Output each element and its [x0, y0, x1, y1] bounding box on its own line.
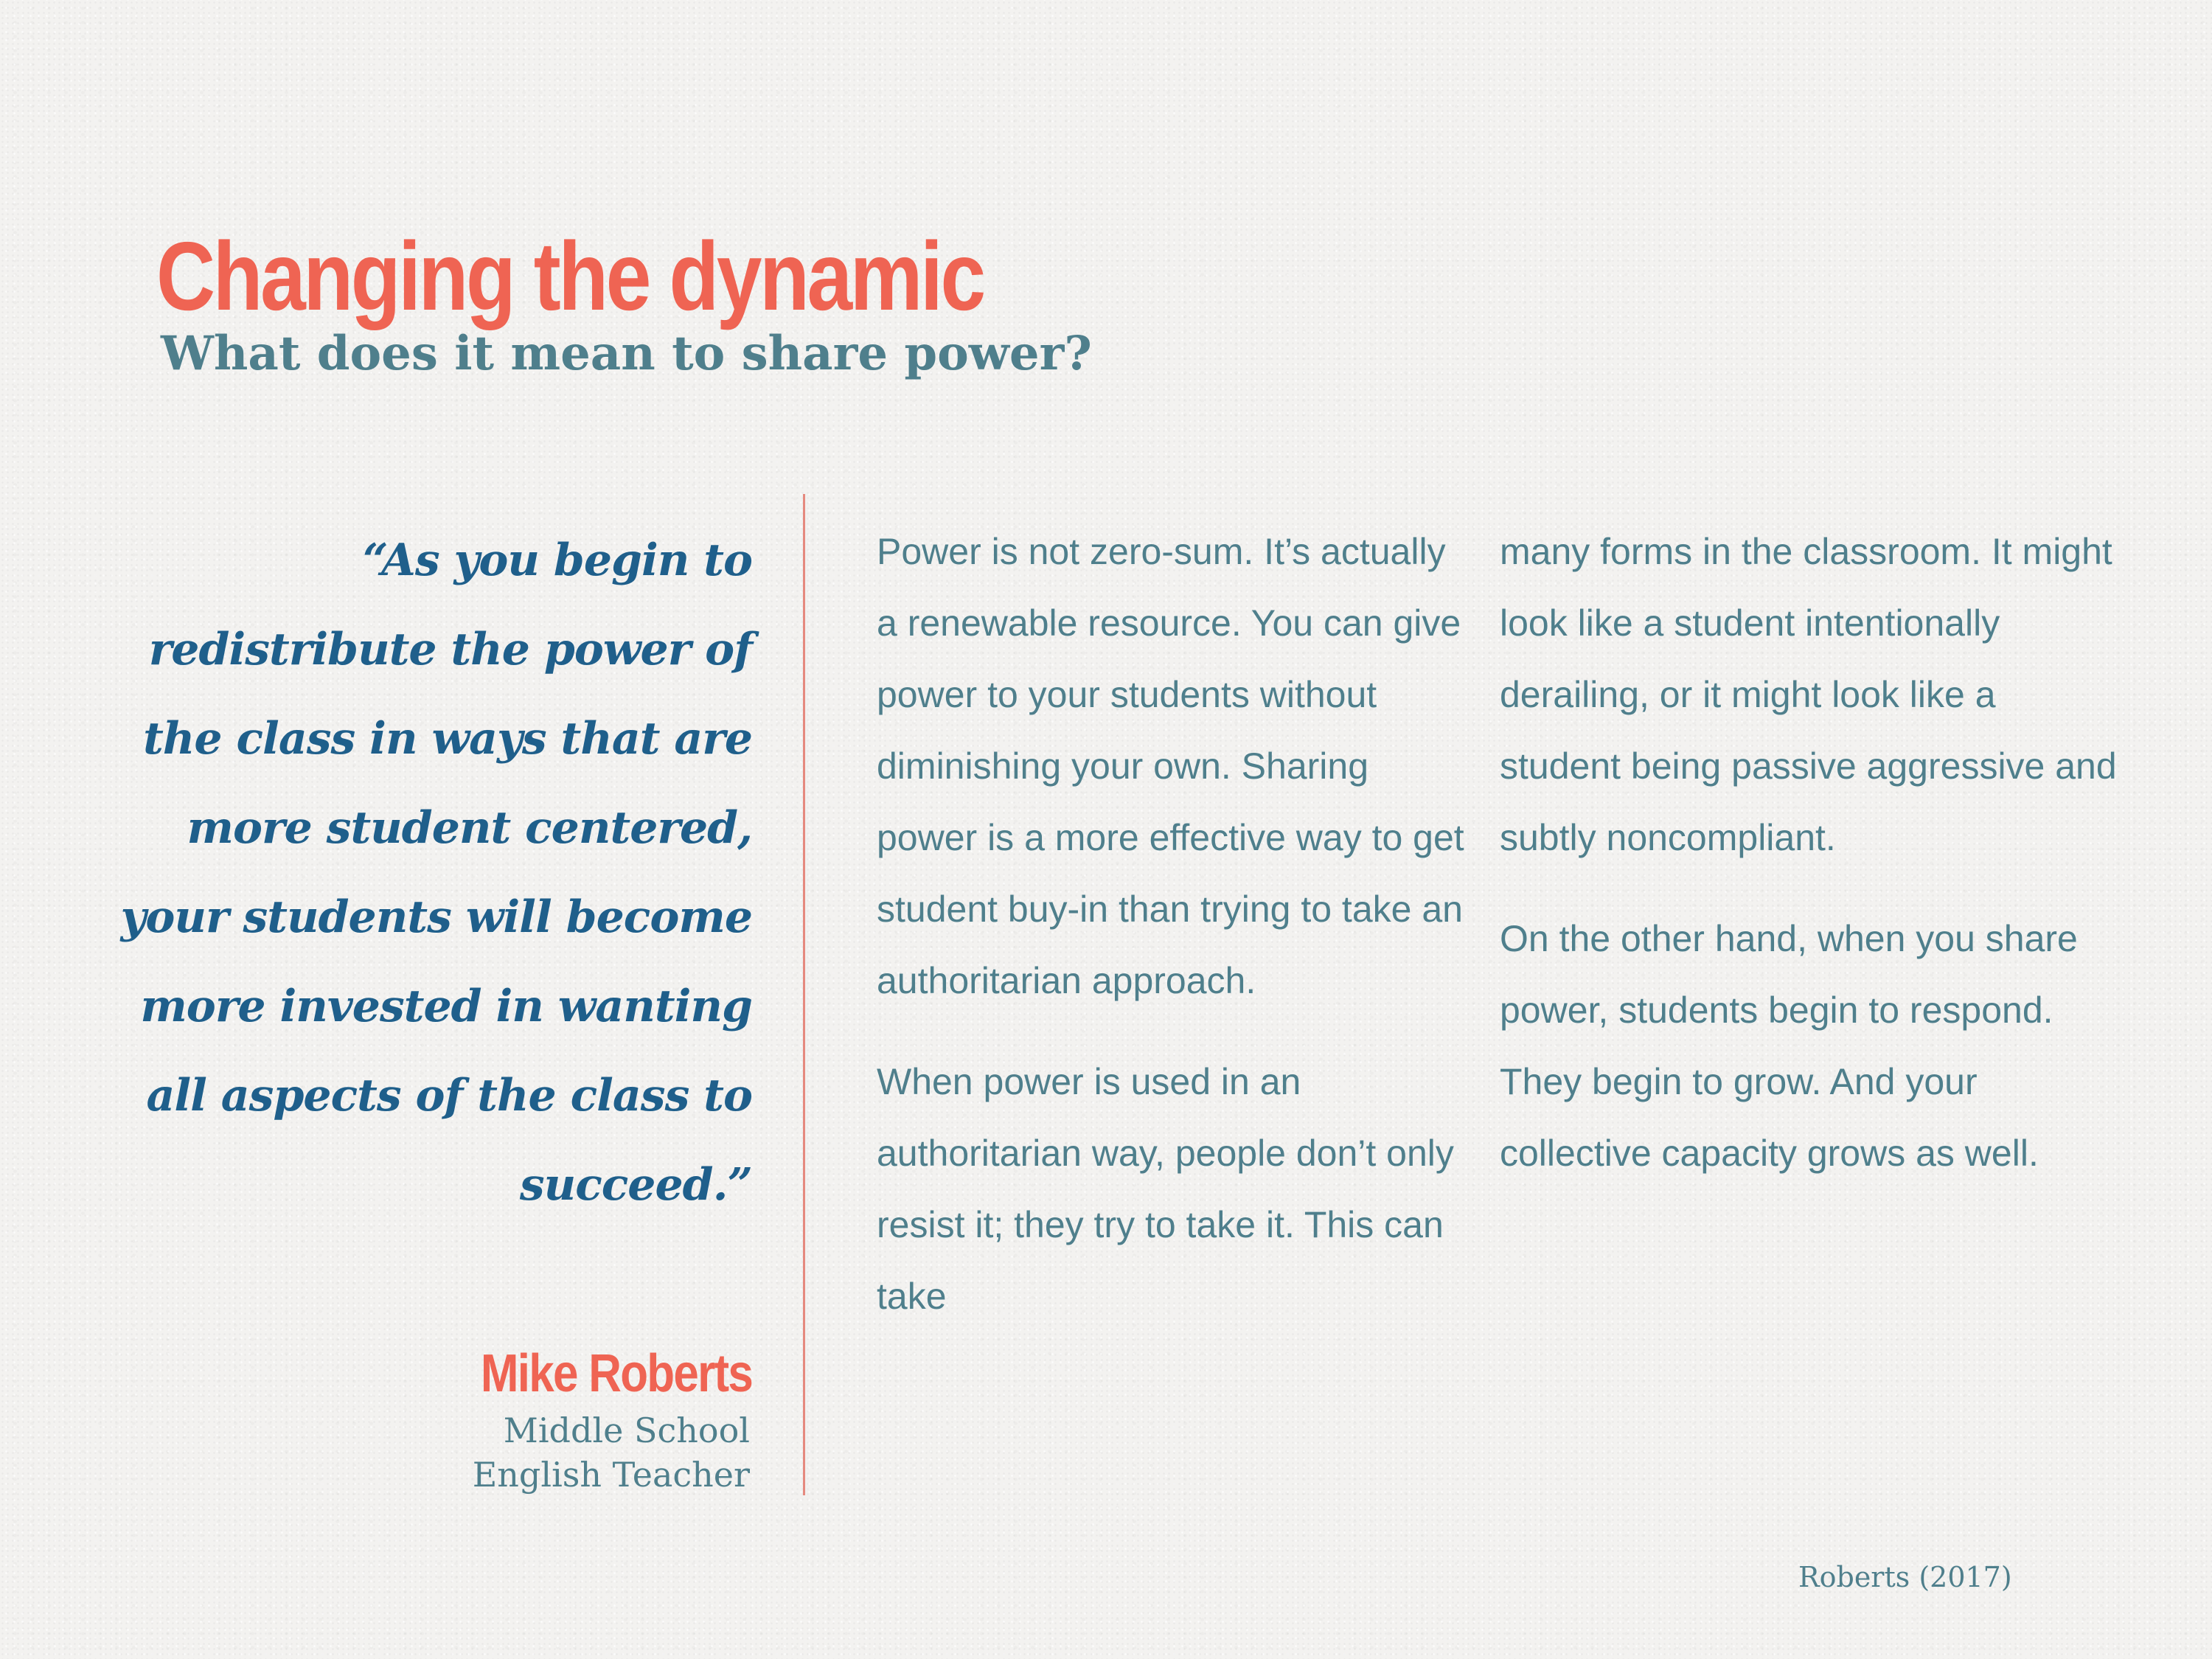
- pull-quote: [111, 516, 752, 1230]
- quote-author: Mike Roberts: [480, 1344, 752, 1403]
- role-line-1: Middle School: [503, 1411, 750, 1450]
- vertical-divider: [803, 494, 805, 1495]
- citation: Roberts (2017): [1798, 1561, 2012, 1593]
- body-column-2: [1500, 516, 2126, 1189]
- slide-subtitle: What does it mean to share power?: [161, 326, 1092, 381]
- body-paragraph: Power is not zero-sum. It’s actually a renewable resource. You can give power to your students without diminishing your own. Sharing power is a more effective way to get student buy-in than trying to take an authoritarian approach.: [877, 531, 1464, 1001]
- slide-title: Changing the dynamic: [156, 222, 984, 330]
- body-column-1: [877, 516, 1467, 1332]
- body-paragraph: many forms in the classroom. It might look like a student intentionally derailing, or it might look like a student being passive aggressive and subtly noncompliant.: [1500, 531, 2117, 858]
- role-line-2: English Teacher: [472, 1455, 750, 1495]
- quote-author-role: [473, 1408, 750, 1497]
- quote-text: “As you begin to redistribute the power of the class in ways that are more student centered, your students will become more invested in wanting all aspects of the class to succeed.”: [120, 535, 752, 1211]
- body-paragraph: When power is used in an authoritarian way, people don’t only resist it; they try to take it. This can take: [877, 1061, 1454, 1317]
- body-paragraph: On the other hand, when you share power, students begin to respond. They begin to grow. And your collective capacity grows as well.: [1500, 918, 2078, 1174]
